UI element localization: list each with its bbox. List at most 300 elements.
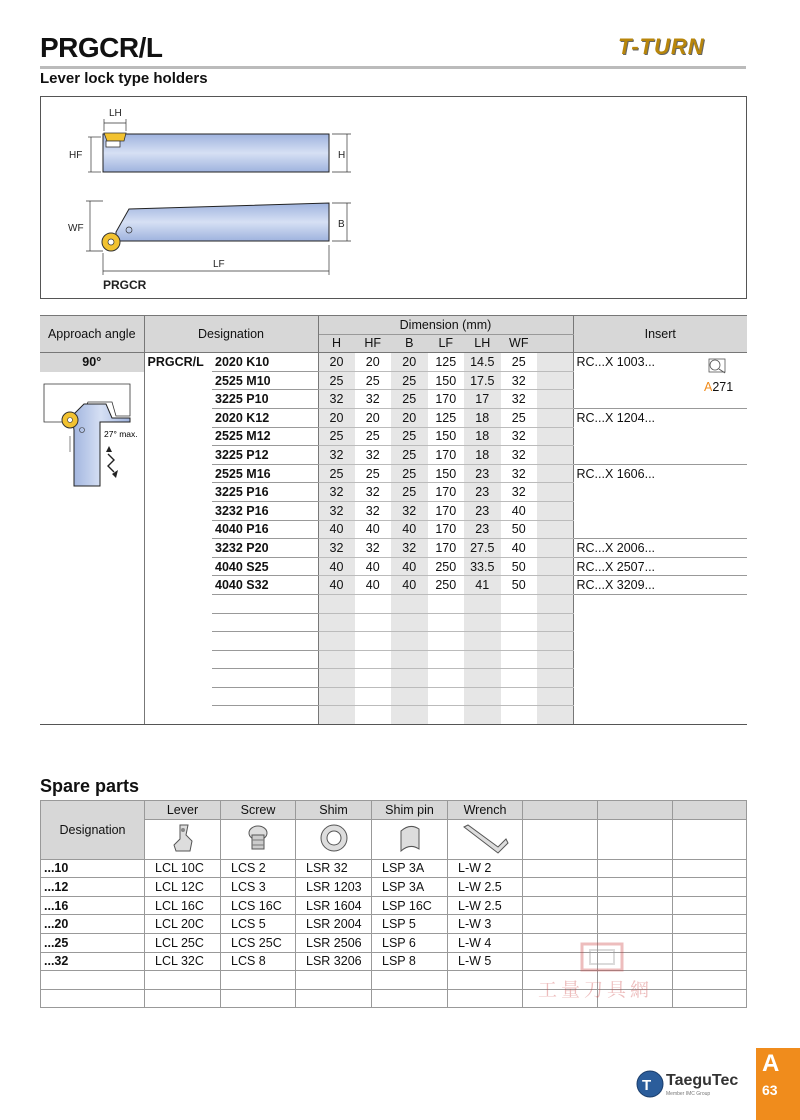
dimension-value: 17.5 xyxy=(464,371,501,390)
designation-code xyxy=(212,687,318,706)
designation-code: 2525 M10 xyxy=(212,371,318,390)
dimension-value: 14.5 xyxy=(464,353,501,372)
dimension-value: 170 xyxy=(428,483,465,502)
dimension-value: 50 xyxy=(501,520,538,539)
dimension-spacer xyxy=(537,669,573,688)
designation-code: 4040 S32 xyxy=(212,576,318,595)
spare-part-value xyxy=(673,878,747,897)
shim-header: Shim xyxy=(296,801,372,820)
spare-size: ...10 xyxy=(41,859,145,878)
spare-part-value xyxy=(673,989,747,1008)
dimension-value: 125 xyxy=(428,408,465,427)
insert-value xyxy=(573,501,747,520)
insert-header: Insert xyxy=(573,316,747,353)
table-row xyxy=(40,613,747,632)
dimension-value: 32 xyxy=(501,371,538,390)
spare-size: ...20 xyxy=(41,915,145,934)
dimension-value: 50 xyxy=(501,557,538,576)
dimension-value xyxy=(355,650,392,669)
approach-angle-illustration xyxy=(42,382,144,492)
dimension-value xyxy=(428,594,465,613)
lh-label: LH xyxy=(109,108,122,119)
dimension-spacer xyxy=(537,632,573,651)
spare-part-value: L-W 2.5 xyxy=(448,878,523,897)
dimension-value: 32 xyxy=(318,483,355,502)
dimension-value: 25 xyxy=(355,464,392,483)
dimension-value xyxy=(428,669,465,688)
designation-code: 4040 P16 xyxy=(212,520,318,539)
table-row xyxy=(40,353,747,372)
table-row xyxy=(40,687,747,706)
designation-code: 3232 P20 xyxy=(212,539,318,558)
dimension-value: 32 xyxy=(501,427,538,446)
dimension-value: 170 xyxy=(428,520,465,539)
dim-col-header: HF xyxy=(355,334,392,353)
spare-part-value xyxy=(145,989,221,1008)
dimension-value: 32 xyxy=(501,446,538,465)
dimension-value: 40 xyxy=(355,557,392,576)
spare-part-value: L-W 4 xyxy=(448,933,523,952)
dimension-value: 32 xyxy=(501,464,538,483)
family-cell xyxy=(144,446,212,465)
table-row xyxy=(40,650,747,669)
spare-part-value xyxy=(673,952,747,971)
insert-value xyxy=(573,613,747,632)
dimension-value xyxy=(428,650,465,669)
family-cell xyxy=(144,669,212,688)
spare-part-value xyxy=(598,878,673,897)
insert-reference-icon xyxy=(705,357,729,375)
dimension-value: 150 xyxy=(428,371,465,390)
designation-code xyxy=(212,613,318,632)
dimension-value: 150 xyxy=(428,427,465,446)
spare-part-value: LSP 8 xyxy=(372,952,448,971)
dimension-value: 25 xyxy=(391,427,428,446)
family-cell xyxy=(144,390,212,409)
spare-part-value: LSR 32 xyxy=(296,859,372,878)
dimension-value xyxy=(318,669,355,688)
dimension-value: 25 xyxy=(391,446,428,465)
shim-pin-header: Shim pin xyxy=(372,801,448,820)
spare-part-value: LCS 2 xyxy=(221,859,296,878)
dimension-value xyxy=(355,613,392,632)
spare-part-value xyxy=(673,971,747,990)
family-cell xyxy=(144,520,212,539)
designation-code: 2525 M16 xyxy=(212,464,318,483)
dimension-value: 170 xyxy=(428,390,465,409)
shim-icon-cell xyxy=(296,819,372,859)
dimension-value: 27.5 xyxy=(464,539,501,558)
family-cell: PRGCR/L xyxy=(147,355,204,370)
dimension-spacer xyxy=(537,483,573,502)
designation-code: 3225 P12 xyxy=(212,446,318,465)
lever-icon-cell xyxy=(145,819,221,859)
dimension-value xyxy=(391,687,428,706)
spare-size: ...12 xyxy=(41,878,145,897)
screw-icon xyxy=(243,821,273,855)
designation-code xyxy=(212,650,318,669)
dimension-value: 32 xyxy=(355,390,392,409)
designation-code: 3225 P10 xyxy=(212,390,318,409)
dimension-value: 41 xyxy=(464,576,501,595)
dimension-spacer xyxy=(537,464,573,483)
dimension-value: 40 xyxy=(391,520,428,539)
dimension-spacer xyxy=(537,594,573,613)
dimension-value xyxy=(464,650,501,669)
dimension-value xyxy=(464,706,501,725)
empty-header xyxy=(673,801,747,820)
title-rule xyxy=(40,66,746,69)
insert-reference[interactable] xyxy=(704,380,733,394)
family-cell xyxy=(144,483,212,502)
dimension-value xyxy=(355,632,392,651)
spare-part-value: LSR 1604 xyxy=(296,896,372,915)
table-row xyxy=(40,539,747,558)
dimension-value xyxy=(428,632,465,651)
family-cell xyxy=(144,594,212,613)
dimension-value xyxy=(501,613,538,632)
dimension-value: 20 xyxy=(318,353,355,372)
watermark-logo xyxy=(536,940,676,1010)
family-cell xyxy=(144,371,212,390)
dimension-header: Dimension (mm) xyxy=(318,316,573,335)
family-cell xyxy=(144,687,212,706)
dim-col-header: LF xyxy=(428,334,465,353)
dimension-value: 25 xyxy=(355,371,392,390)
family-cell xyxy=(144,632,212,651)
table-row xyxy=(40,594,747,613)
spare-part-value xyxy=(296,989,372,1008)
dimension-value: 25 xyxy=(501,408,538,427)
holder-top-view xyxy=(116,203,329,241)
designation-code: 4040 S25 xyxy=(212,557,318,576)
dimension-value: 25 xyxy=(501,353,538,372)
spare-part-value: LSR 2004 xyxy=(296,915,372,934)
hf-label: HF xyxy=(69,150,83,161)
spare-part-value xyxy=(598,915,673,934)
approach-angle-header: Approach angle xyxy=(40,316,144,353)
dim-col-header: WF xyxy=(501,334,538,353)
spare-part-value: LCL 20C xyxy=(145,915,221,934)
section-tab xyxy=(756,1048,800,1120)
spare-row xyxy=(41,859,747,878)
spare-part-value xyxy=(523,896,598,915)
spare-part-value: LCS 3 xyxy=(221,878,296,897)
dimension-value: 40 xyxy=(318,557,355,576)
spare-part-value: L-W 2.5 xyxy=(448,896,523,915)
brand-sub: Member IMC Group xyxy=(666,1091,711,1097)
dimension-value: 20 xyxy=(355,408,392,427)
angle-note: 27° max. xyxy=(104,429,138,439)
dimension-value: 23 xyxy=(464,483,501,502)
spare-part-value xyxy=(448,971,523,990)
table-row xyxy=(40,446,747,465)
screw-header: Screw xyxy=(221,801,296,820)
dimension-value xyxy=(464,594,501,613)
dimension-value xyxy=(318,613,355,632)
spare-part-value xyxy=(673,915,747,934)
spare-size: ...25 xyxy=(41,933,145,952)
dimension-spacer xyxy=(537,427,573,446)
table-row xyxy=(40,408,747,427)
lever-icon xyxy=(168,821,198,855)
dimension-value: 20 xyxy=(391,408,428,427)
spare-part-value: LCL 16C xyxy=(145,896,221,915)
dimension-value xyxy=(391,650,428,669)
dimension-value: 32 xyxy=(318,390,355,409)
spare-part-value xyxy=(221,989,296,1008)
spare-part-value xyxy=(523,859,598,878)
family-cell xyxy=(144,613,212,632)
dimension-value xyxy=(501,632,538,651)
page-number: 63 xyxy=(762,1082,778,1098)
dimension-value: 170 xyxy=(428,501,465,520)
insert-value xyxy=(573,427,747,446)
dimension-value: 23 xyxy=(464,520,501,539)
insert-value: RC...X 1003... xyxy=(576,355,656,370)
dimension-value xyxy=(355,669,392,688)
dimension-value xyxy=(355,594,392,613)
section-letter: A xyxy=(762,1050,780,1077)
table-row xyxy=(40,501,747,520)
dimension-value: 40 xyxy=(355,576,392,595)
designation-code xyxy=(212,594,318,613)
dimension-value: 32 xyxy=(318,446,355,465)
lever-header: Lever xyxy=(145,801,221,820)
table-row xyxy=(40,520,747,539)
holder-drawing-svg xyxy=(41,97,746,298)
dimension-value: 150 xyxy=(428,464,465,483)
insert-value xyxy=(573,594,747,613)
table-row xyxy=(40,669,747,688)
dimension-spacer xyxy=(537,576,573,595)
dimension-value: 25 xyxy=(391,390,428,409)
dimension-value xyxy=(318,594,355,613)
dimension-value: 40 xyxy=(501,501,538,520)
dimension-value: 32 xyxy=(355,539,392,558)
insert-value: RC...X 1204... xyxy=(576,411,656,426)
spare-part-value xyxy=(372,989,448,1008)
dimension-value xyxy=(501,669,538,688)
insert-value xyxy=(573,669,747,688)
designation-code: 3225 P16 xyxy=(212,483,318,502)
family-cell xyxy=(144,464,212,483)
spare-part-value: LCS 8 xyxy=(221,952,296,971)
family-cell xyxy=(144,501,212,520)
spare-part-value xyxy=(296,971,372,990)
dimension-spacer xyxy=(537,520,573,539)
dimension-value: 125 xyxy=(428,353,465,372)
spare-part-value: LSP 3A xyxy=(372,859,448,878)
table-row xyxy=(40,483,747,502)
dimension-spacer xyxy=(537,353,573,372)
taegutec-logo-icon xyxy=(636,1070,664,1098)
dimension-spacer xyxy=(537,557,573,576)
dimension-value xyxy=(428,613,465,632)
spare-row xyxy=(41,915,747,934)
table-row xyxy=(40,706,747,725)
holder-drawing xyxy=(40,96,747,299)
dimension-value: 250 xyxy=(428,576,465,595)
approach-angle-value: 90° xyxy=(40,353,144,372)
spare-part-value: LCL 25C xyxy=(145,933,221,952)
dimension-value: 17 xyxy=(464,390,501,409)
dimension-value: 20 xyxy=(318,408,355,427)
empty-cell xyxy=(673,819,747,859)
spare-part-value: LCL 12C xyxy=(145,878,221,897)
dimension-value: 250 xyxy=(428,557,465,576)
spare-part-value: LSP 16C xyxy=(372,896,448,915)
dimension-spacer xyxy=(537,501,573,520)
spare-parts-title: Spare parts xyxy=(40,776,140,796)
svg-text:T: T xyxy=(642,1077,652,1094)
dimension-value xyxy=(318,632,355,651)
dimension-value xyxy=(318,706,355,725)
dimension-value: 33.5 xyxy=(464,557,501,576)
dimension-value: 25 xyxy=(318,371,355,390)
insert-value xyxy=(573,650,747,669)
dimension-value: 25 xyxy=(391,483,428,502)
dimension-spacer xyxy=(537,539,573,558)
dimension-value: 32 xyxy=(355,483,392,502)
dimension-value: 23 xyxy=(464,501,501,520)
dimension-value: 40 xyxy=(501,539,538,558)
spare-part-value: LCL 10C xyxy=(145,859,221,878)
dimension-value xyxy=(464,687,501,706)
spare-part-value xyxy=(673,933,747,952)
drawing-name: PRGCR xyxy=(103,278,147,292)
spare-part-value: LCS 5 xyxy=(221,915,296,934)
spare-part-value xyxy=(372,971,448,990)
insert-value xyxy=(573,706,747,725)
page-subtitle: Lever lock type holders xyxy=(40,70,208,87)
dimension-value xyxy=(428,706,465,725)
spare-part-value xyxy=(523,878,598,897)
family-cell xyxy=(144,539,212,558)
dimension-value: 20 xyxy=(391,353,428,372)
wrench-icon xyxy=(460,821,510,855)
dimension-value: 18 xyxy=(464,408,501,427)
dimension-value: 18 xyxy=(464,446,501,465)
dimension-value: 40 xyxy=(318,576,355,595)
brand-name: TaeguTec xyxy=(666,1072,739,1089)
dimension-value xyxy=(428,687,465,706)
dimension-value: 32 xyxy=(501,483,538,502)
empty-header xyxy=(598,801,673,820)
table-row xyxy=(40,427,747,446)
spare-part-value xyxy=(448,989,523,1008)
holder-side-view xyxy=(103,134,329,172)
dimension-value xyxy=(391,669,428,688)
family-cell xyxy=(144,650,212,669)
dimension-value: 32 xyxy=(318,539,355,558)
family-cell xyxy=(144,706,212,725)
dimension-value xyxy=(464,632,501,651)
dimension-value: 40 xyxy=(391,576,428,595)
table-row xyxy=(40,390,747,409)
dimension-value: 20 xyxy=(355,353,392,372)
insert-value: RC...X 1606... xyxy=(576,466,656,481)
table-row xyxy=(40,632,747,651)
spare-size: ...16 xyxy=(41,896,145,915)
dimension-value: 25 xyxy=(318,464,355,483)
dim-col-header: B xyxy=(391,334,428,353)
spare-part-value xyxy=(523,915,598,934)
empty-header xyxy=(523,801,598,820)
wrench-icon-cell xyxy=(448,819,523,859)
dimension-value: 32 xyxy=(501,390,538,409)
shim-pin-icon-cell xyxy=(372,819,448,859)
table-row xyxy=(40,557,747,576)
spare-part-value: L-W 5 xyxy=(448,952,523,971)
insert-side xyxy=(104,133,126,141)
dimension-value xyxy=(391,632,428,651)
dimension-value xyxy=(318,687,355,706)
designation-code: 2020 K12 xyxy=(212,408,318,427)
table-row xyxy=(40,576,747,595)
taegutec-brand xyxy=(636,1068,752,1102)
dimension-value: 32 xyxy=(355,446,392,465)
dim-spacer-header xyxy=(537,334,573,353)
spare-part-value xyxy=(145,971,221,990)
dimension-spacer xyxy=(537,408,573,427)
spare-row xyxy=(41,878,747,897)
insert-value: RC...X 2006... xyxy=(573,539,747,558)
spare-part-value xyxy=(598,859,673,878)
dimension-spacer xyxy=(537,687,573,706)
spare-size xyxy=(41,971,145,990)
table-row xyxy=(40,464,747,483)
insert-value xyxy=(573,446,747,465)
screw-icon-cell xyxy=(221,819,296,859)
watermark-text: 工量刀具網 xyxy=(538,979,654,1001)
designation-code: 2020 K10 xyxy=(212,353,318,372)
dimension-value: 50 xyxy=(501,576,538,595)
dimension-value: 32 xyxy=(391,539,428,558)
insert-value xyxy=(573,520,747,539)
dim-col-header: LH xyxy=(464,334,501,353)
dimension-value: 40 xyxy=(391,557,428,576)
dimension-value: 18 xyxy=(464,427,501,446)
dimension-spacer xyxy=(537,371,573,390)
dimension-value: 25 xyxy=(391,464,428,483)
spare-part-value: LSR 2506 xyxy=(296,933,372,952)
spare-part-value xyxy=(598,896,673,915)
page-title: PRGCR/L xyxy=(40,32,163,63)
insert-reference-letter: A xyxy=(704,380,713,394)
empty-cell xyxy=(523,819,598,859)
spare-part-value xyxy=(673,896,747,915)
spare-part-value: LSP 6 xyxy=(372,933,448,952)
dimension-value: 32 xyxy=(355,501,392,520)
spare-part-value xyxy=(673,859,747,878)
dimension-value xyxy=(355,687,392,706)
spare-part-value: LSR 3206 xyxy=(296,952,372,971)
dimension-value xyxy=(318,650,355,669)
family-cell xyxy=(144,557,212,576)
dimension-value xyxy=(391,613,428,632)
dimension-value xyxy=(501,706,538,725)
spare-part-value: LCL 32C xyxy=(145,952,221,971)
dimension-value: 40 xyxy=(318,520,355,539)
spare-part-value: LSR 1203 xyxy=(296,878,372,897)
h-label: H xyxy=(338,150,346,161)
shim-side xyxy=(106,141,120,147)
table-row xyxy=(40,371,747,390)
spare-part-value: L-W 2 xyxy=(448,859,523,878)
dimension-spacer xyxy=(537,706,573,725)
t-turn-logo-text: T-TURN xyxy=(618,34,705,59)
